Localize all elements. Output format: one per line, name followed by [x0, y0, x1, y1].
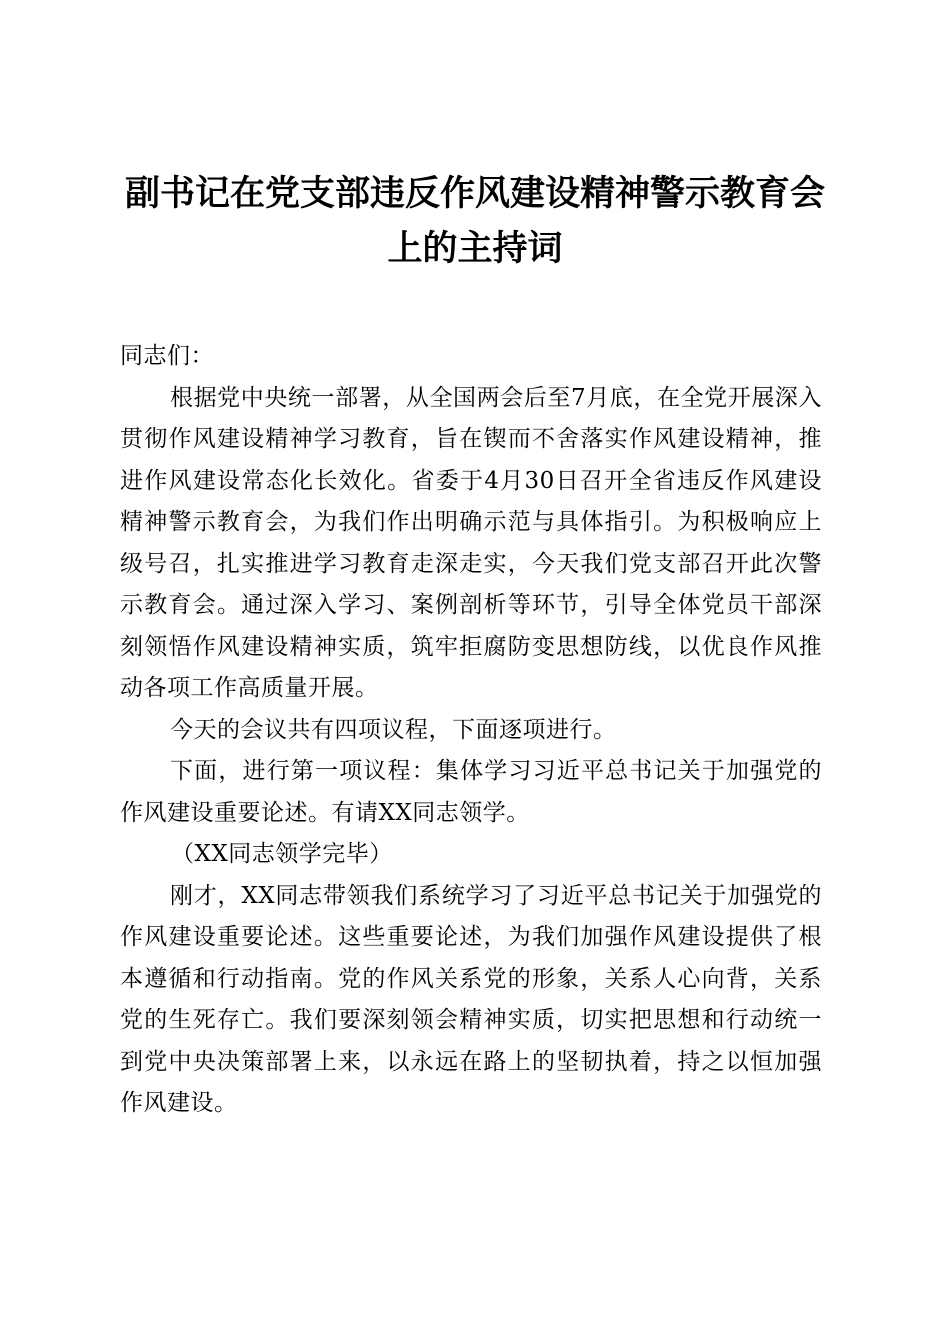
document-title: [110, 166, 840, 276]
salutation: 同志们：: [120, 343, 214, 369]
stage-note: （XX同志领学完毕）: [171, 841, 393, 867]
title-line-2: 上的主持词: [387, 228, 563, 269]
paragraph-summary: 刚才，XX同志带领我们系统学习了习近平总书记关于加强党的作风建设重要论述。这些重要论述，为我们加强作风建设提供了根本遵循和行动指南。党的作风关系党的形象，关系人心向背，关系党的生死存亡。我们要深刻领会精神实质，切实把思想和行动统一到党中央决策部署上来，以永远在路上的坚韧执着，持之以恒加强作风建设。: [120, 882, 822, 1116]
paragraph-background: 根据党中央统一部署，从全国两会后至7月底，在全党开展深入贯彻作风建设精神学习教育，旨在锲而不舍落实作风建设精神，推进作风建设常态化长效化。省委于4月30日召开全省违反作风建设精神警示教育会，为我们作出明确示范与具体指引。为积极响应上级号召，扎实推进学习教育走深走实，今天我们党支部召开此次警示教育会。通过深入学习、案例剖析等环节，引导全体党员干部深刻领悟作风建设精神实质，筑牢拒腐防变思想防线，以优良作风推动各项工作高质量开展。: [120, 384, 822, 701]
title-line-1: 副书记在党支部违反作风建设精神警示教育会: [124, 173, 825, 214]
paragraph-agenda-intro: 今天的会议共有四项议程，下面逐项进行。: [170, 716, 617, 743]
paragraph-first-item: 下面，进行第一项议程：集体学习习近平总书记关于加强党的作风建设重要论述。有请XX同志领学。: [120, 758, 822, 826]
document-body: [120, 336, 822, 1125]
